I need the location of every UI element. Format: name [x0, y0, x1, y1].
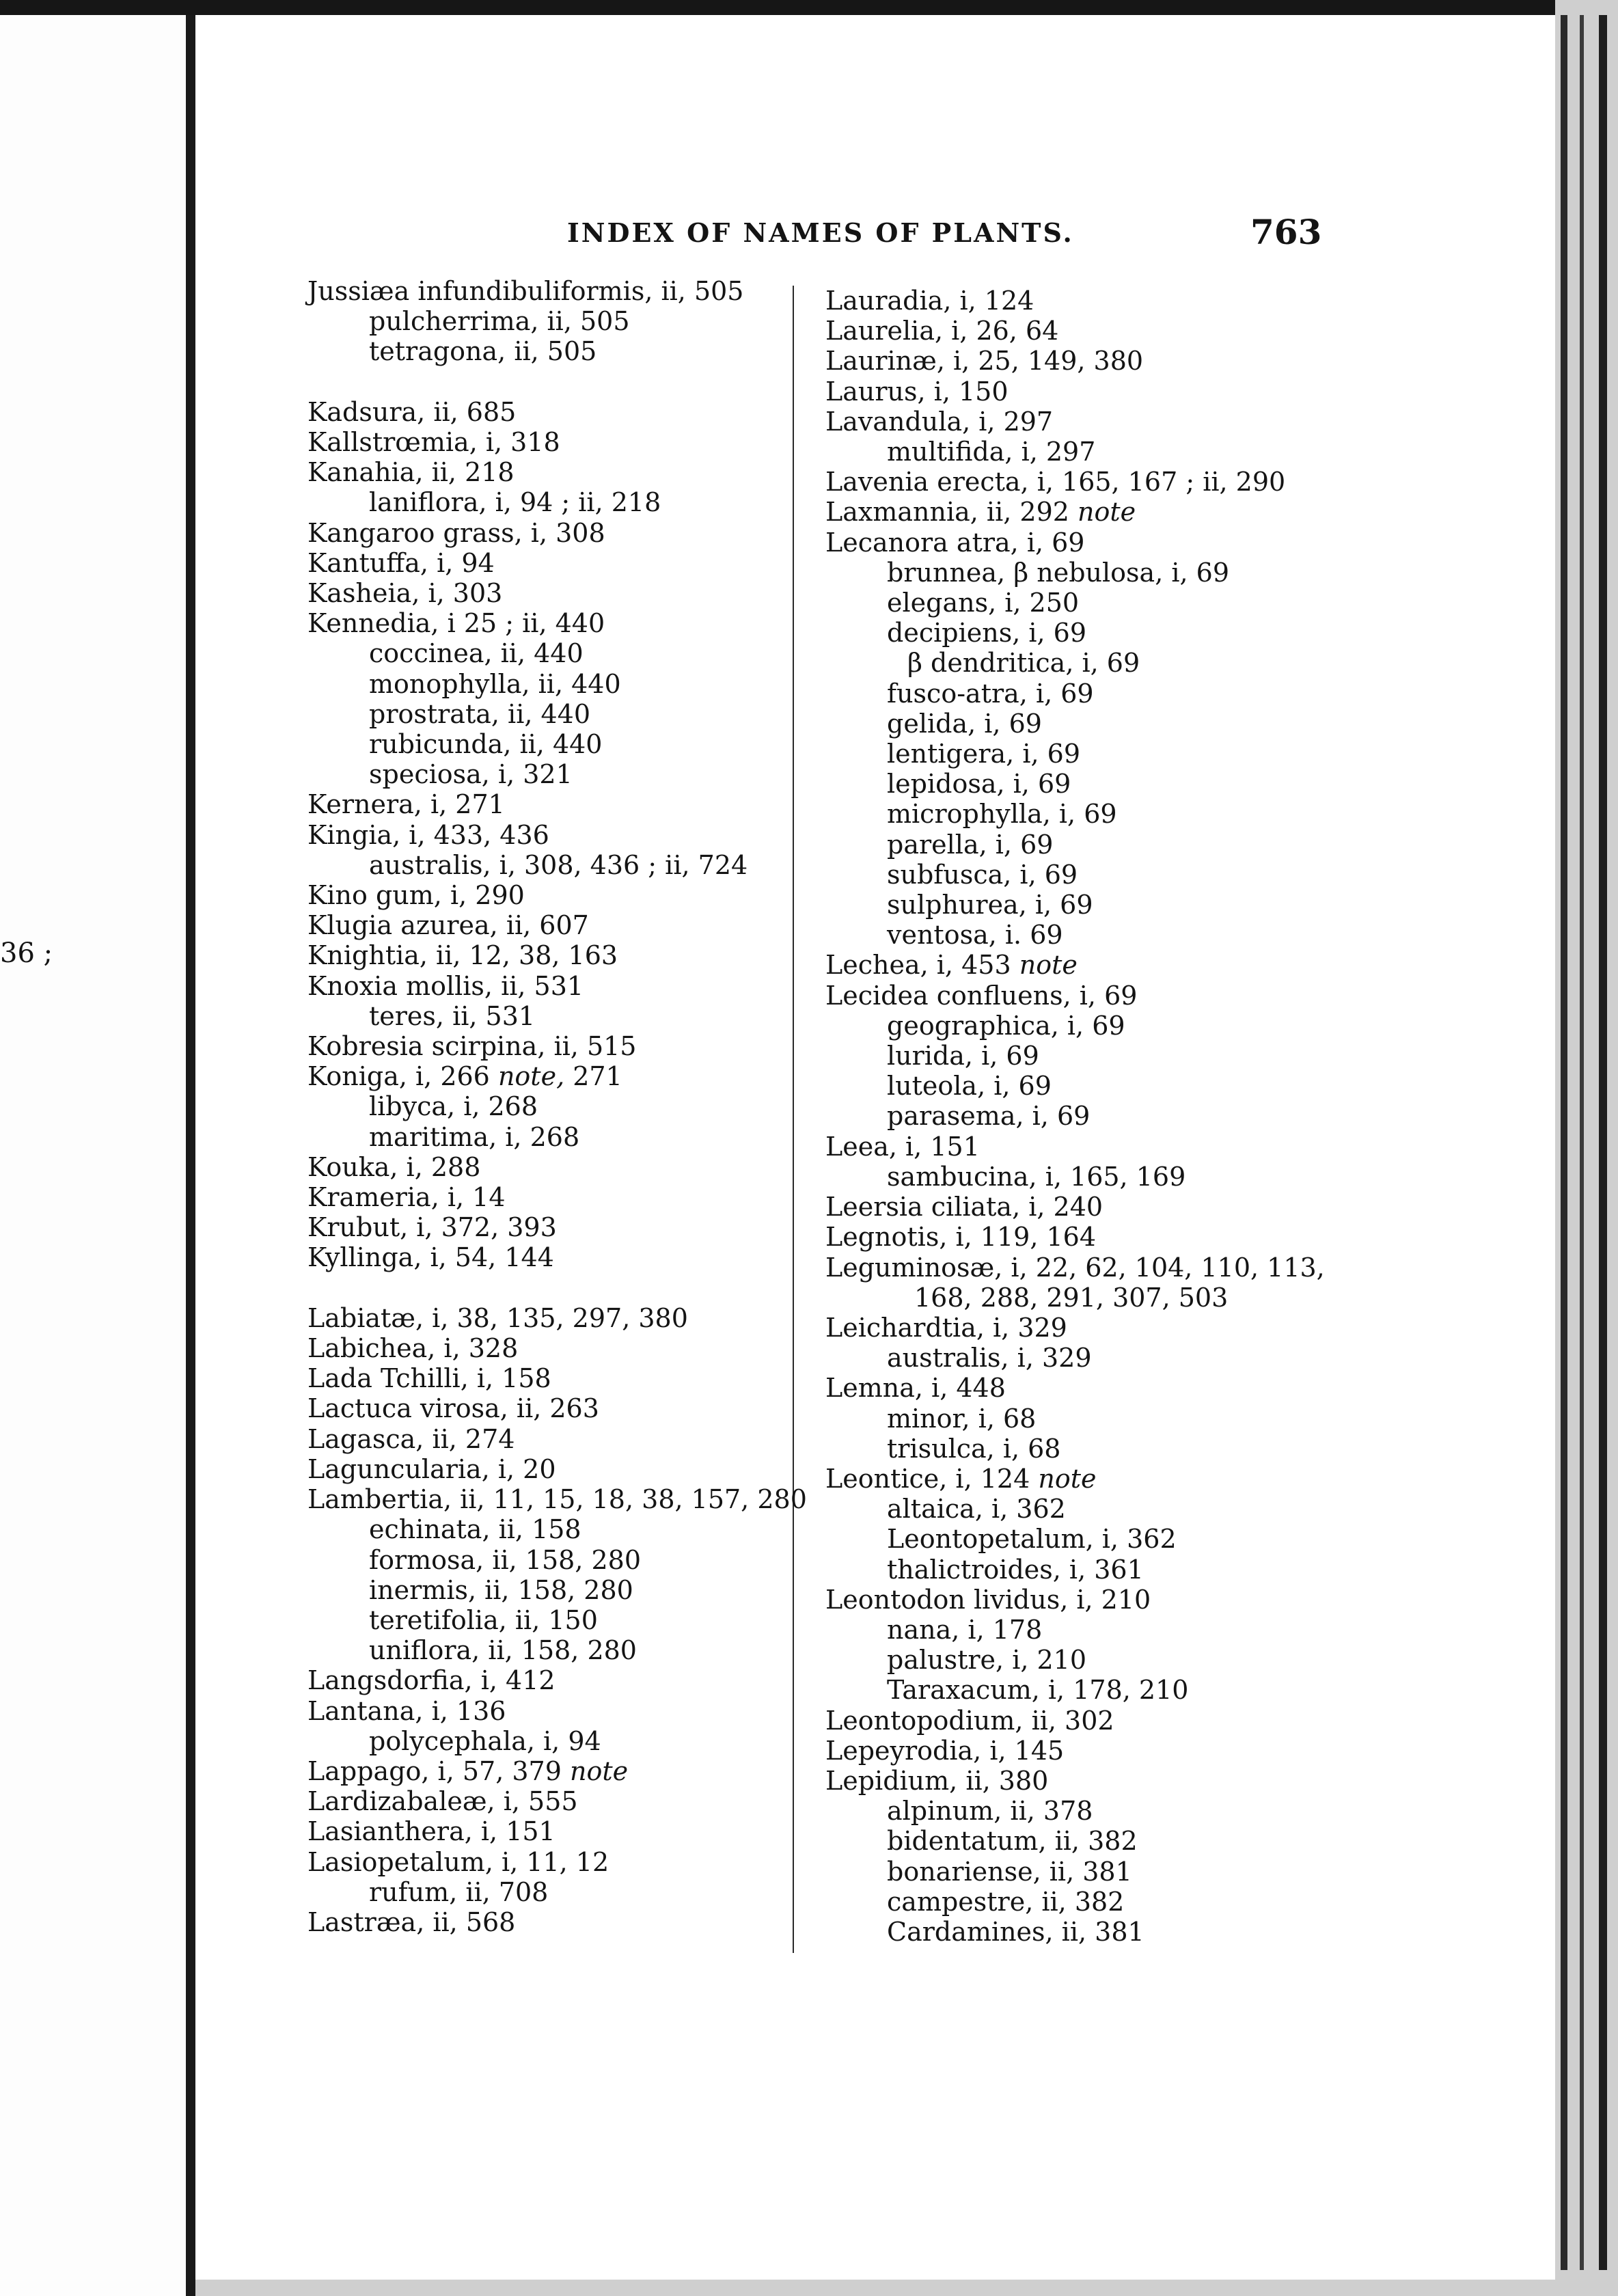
index-subentry — [825, 588, 1331, 618]
entry-text: speciosa, i, 321 — [369, 759, 573, 790]
page-stack-line — [1561, 15, 1567, 2270]
entry-text: Knoxia mollis, ii, 531 — [307, 970, 584, 1001]
entry-text: lentigera, i, 69 — [887, 739, 1080, 769]
index-entry — [825, 950, 1331, 980]
index-subentry — [825, 1796, 1331, 1826]
index-entry — [307, 1242, 786, 1272]
index-section-gap — [307, 1273, 786, 1303]
index-entry — [307, 971, 786, 1001]
index-entry — [825, 407, 1331, 437]
entry-text: lurida, i, 69 — [887, 1041, 1039, 1071]
entry-text: luteola, i, 69 — [887, 1071, 1052, 1102]
entry-text: Kantuffa, i, 94 — [307, 547, 495, 578]
entry-text: teres, ii, 531 — [369, 1000, 536, 1031]
index-entry — [307, 789, 786, 819]
book-gutter — [186, 15, 195, 2296]
index-entry — [825, 1736, 1331, 1766]
entry-text: formosa, ii, 158, 280 — [369, 1544, 642, 1575]
facing-page-fragment: 36 ; — [0, 938, 53, 969]
entry-text: rubicunda, ii, 440 — [369, 729, 603, 760]
index-subentry — [307, 850, 786, 880]
entry-text: laniflora, i, 94 ; ii, 218 — [369, 487, 661, 518]
index-entry — [307, 940, 786, 970]
entry-text: Krubut, i, 372, 393 — [307, 1212, 557, 1243]
entry-text: Leea, i, 151 — [825, 1131, 980, 1162]
index-subentry — [307, 1122, 786, 1152]
index-entry — [307, 1333, 786, 1363]
entry-text: Laurinæ, i, 25, 149, 380 — [825, 346, 1144, 377]
page-stack-line — [1580, 15, 1584, 2270]
entry-text: Leichardtia, i, 329 — [825, 1312, 1067, 1343]
entry-text: Kangaroo grass, i, 308 — [307, 517, 605, 548]
scan-top-border — [0, 0, 1618, 15]
index-section-gap — [307, 367, 786, 397]
index-entry — [307, 1907, 786, 1937]
index-subentry — [825, 920, 1331, 950]
entry-text: Kernera, i, 271 — [307, 789, 505, 820]
index-subentry — [825, 739, 1331, 769]
entry-text: Lantana, i, 136 — [307, 1695, 506, 1726]
entry-text: trisulca, i, 68 — [887, 1433, 1061, 1464]
running-head: INDEX OF NAMES OF PLANTS. — [567, 217, 1074, 248]
entry-text: Cardamines, ii, 381 — [887, 1916, 1144, 1947]
entry-text: Kadsura, ii, 685 — [307, 396, 517, 427]
entry-text: Kasheia, i, 303 — [307, 578, 503, 609]
index-subentry — [825, 558, 1331, 588]
index-entry — [307, 1031, 786, 1061]
entry-text: Lavenia erecta, i, 165, 167 ; ii, 290 — [825, 467, 1286, 497]
column-divider — [793, 286, 794, 1953]
entry-text: Kino gum, i, 290 — [307, 880, 525, 911]
index-subentry — [825, 1615, 1331, 1645]
index-entry — [307, 1182, 786, 1212]
entry-text: Kallstrœmia, i, 318 — [307, 427, 560, 457]
entry-text: parasema, i, 69 — [887, 1101, 1091, 1132]
index-entry — [825, 1253, 1331, 1283]
index-entry — [307, 1363, 786, 1393]
entry-text: decipiens, i, 69 — [887, 618, 1087, 648]
entry-text: nana, i, 178 — [887, 1614, 1043, 1645]
entry-text: Lepeyrodia, i, 145 — [825, 1735, 1065, 1766]
index-subentry — [825, 1857, 1331, 1887]
entry-text: bidentatum, ii, 382 — [887, 1826, 1138, 1857]
entry-text: Labichea, i, 328 — [307, 1333, 519, 1364]
index-subentry — [825, 1011, 1331, 1041]
entry-text: minor, i, 68 — [887, 1403, 1037, 1434]
index-entry — [307, 1152, 786, 1182]
index-subentry — [825, 1675, 1331, 1705]
entry-text: Kouka, i, 288 — [307, 1151, 481, 1182]
entry-text: Lauradia, i, 124 — [825, 286, 1034, 316]
entry-text: Leontice, i, 124 — [825, 1463, 1030, 1494]
index-entry — [825, 1132, 1331, 1162]
index-subentry — [825, 799, 1331, 829]
index-entry — [307, 1484, 807, 1515]
index-subentry — [825, 1524, 1331, 1554]
entry-text: Kingia, i, 433, 436 — [307, 819, 549, 850]
index-subentry — [825, 1826, 1331, 1856]
index-subentry — [825, 618, 1331, 648]
index-subentry — [825, 1071, 1331, 1101]
entry-text: Kennedia, i 25 ; ii, 440 — [307, 608, 605, 639]
index-subentry — [307, 1001, 786, 1031]
index-entry — [307, 1061, 786, 1091]
index-subentry — [825, 1494, 1331, 1524]
entry-text: Leontodon lividus, i, 210 — [825, 1584, 1151, 1615]
index-subentry — [307, 1514, 786, 1544]
entry-text: Kanahia, ii, 218 — [307, 457, 515, 488]
entry-text: lepidosa, i, 69 — [887, 769, 1071, 800]
entry-text: gelida, i, 69 — [887, 708, 1042, 739]
index-subentry — [307, 1091, 786, 1121]
index-entry — [307, 1212, 786, 1242]
entry-text: Krameria, i, 14 — [307, 1182, 506, 1213]
entry-text: altaica, i, 362 — [887, 1494, 1066, 1525]
index-subentry — [307, 1575, 786, 1605]
entry-text: multifida, i, 297 — [887, 437, 1096, 467]
index-subentry — [307, 1877, 786, 1907]
entry-text: tetragona, ii, 505 — [369, 336, 597, 367]
entry-text: Jussiæa infundibuliformis, ii, 505 — [307, 276, 744, 306]
entry-text: Leontopodium, ii, 302 — [825, 1705, 1114, 1736]
index-subentry — [825, 860, 1331, 890]
entry-text: Lemna, i, 448 — [825, 1373, 1006, 1404]
index-entry — [307, 608, 786, 638]
entry-text: monophylla, ii, 440 — [369, 668, 621, 699]
entry-text: parella, i, 69 — [887, 829, 1054, 860]
entry-text: thalictroides, i, 361 — [887, 1554, 1144, 1585]
entry-note: note — [1019, 950, 1078, 981]
entry-text: Lecanora atra, i, 69 — [825, 527, 1085, 558]
index-subentry — [825, 1283, 1331, 1313]
index-entry — [825, 1313, 1331, 1343]
index-entry — [307, 1756, 786, 1786]
entry-text: Lagasca, ii, 274 — [307, 1423, 515, 1454]
index-entry — [825, 1373, 1331, 1403]
entry-text: fusco-atra, i, 69 — [887, 678, 1094, 709]
index-subentry — [307, 336, 786, 366]
entry-note: note — [570, 1755, 629, 1786]
index-subentry — [825, 1343, 1331, 1373]
index-entry — [825, 467, 1331, 497]
entry-text: maritima, i, 268 — [369, 1121, 580, 1152]
entry-text: palustre, i, 210 — [887, 1645, 1087, 1676]
index-entry — [825, 497, 1331, 527]
entry-text: australis, i, 329 — [887, 1343, 1092, 1374]
index-entry — [307, 427, 786, 457]
index-entry — [307, 1696, 786, 1726]
index-subentry — [307, 638, 786, 668]
entry-text: Lasianthera, i, 151 — [307, 1816, 556, 1847]
index-subentry — [307, 669, 786, 699]
entry-text: bonariense, ii, 381 — [887, 1856, 1132, 1887]
entry-text: Lavandula, i, 297 — [825, 406, 1054, 437]
index-entry — [307, 518, 786, 548]
page-bottom-edge — [195, 2280, 1555, 2296]
entry-text: Legnotis, i, 119, 164 — [825, 1222, 1097, 1253]
index-subentry — [825, 437, 1331, 467]
entry-note: note — [1078, 497, 1136, 528]
entry-text: teretifolia, ii, 150 — [369, 1604, 598, 1635]
entry-text: subfusca, i, 69 — [887, 859, 1078, 890]
index-subentry — [825, 1162, 1331, 1192]
index-entry — [307, 820, 786, 850]
entry-text: Lecidea confluens, i, 69 — [825, 980, 1138, 1011]
entry-text: alpinum, ii, 378 — [887, 1796, 1093, 1827]
entry-text: Taraxacum, i, 178, 210 — [887, 1675, 1189, 1706]
index-subentry — [825, 709, 1331, 739]
index-entry — [825, 346, 1331, 376]
index-entry — [307, 276, 786, 306]
entry-text: Lepidium, ii, 380 — [825, 1765, 1049, 1796]
index-column-left — [307, 276, 807, 1937]
index-subentry — [825, 890, 1331, 920]
entry-text: Kobresia scirpina, ii, 515 — [307, 1031, 637, 1062]
entry-text: Lasiopetalum, i, 11, 12 — [307, 1846, 609, 1877]
entry-text: microphylla, i, 69 — [887, 799, 1117, 830]
entry-text: Lastræa, ii, 568 — [307, 1906, 516, 1937]
index-entry — [307, 910, 786, 940]
entry-text: Kyllinga, i, 54, 144 — [307, 1242, 554, 1273]
index-entry — [307, 1847, 786, 1877]
index-entry — [825, 377, 1331, 407]
index-subentry — [825, 1434, 1331, 1464]
index-subentry — [825, 648, 1331, 678]
index-subentry — [307, 759, 786, 789]
entry-text: campestre, ii, 382 — [887, 1886, 1125, 1917]
entry-text: libyca, i, 268 — [369, 1091, 538, 1122]
entry-text: geographica, i, 69 — [887, 1010, 1125, 1041]
index-subentry — [307, 729, 786, 759]
entry-text: Leontopetalum, i, 362 — [887, 1524, 1177, 1555]
entry-text: Langsdorfia, i, 412 — [307, 1665, 556, 1696]
entry-text: ventosa, i. 69 — [887, 920, 1063, 951]
index-entry — [307, 1424, 786, 1454]
entry-text: Lechea, i, 453 — [825, 950, 1011, 981]
entry-text: echinata, ii, 158 — [369, 1514, 581, 1545]
entry-text: polycephala, i, 94 — [369, 1725, 601, 1756]
entry-text: Lambertia, ii, 11, 15, 18, 38, 157, 280 — [307, 1484, 807, 1515]
index-entry — [307, 1303, 786, 1333]
entry-text: Knightia, ii, 12, 38, 163 — [307, 940, 618, 971]
entry-text: elegans, i, 250 — [887, 588, 1080, 618]
index-entry — [307, 1393, 786, 1423]
index-subentry — [307, 1545, 786, 1575]
entry-text: Leersia ciliata, i, 240 — [825, 1192, 1103, 1222]
entry-text: brunnea, β nebulosa, i, 69 — [887, 557, 1230, 588]
index-entry — [825, 1222, 1331, 1252]
index-subentry — [825, 1101, 1331, 1131]
index-subentry — [825, 1555, 1331, 1585]
entry-text: Lardizabaleæ, i, 555 — [307, 1786, 578, 1817]
entry-text: Laguncularia, i, 20 — [307, 1453, 556, 1484]
entry-text: rufum, ii, 708 — [369, 1876, 549, 1907]
entry-text: sambucina, i, 165, 169 — [887, 1161, 1186, 1192]
index-entry — [307, 578, 786, 608]
index-entry — [825, 981, 1331, 1011]
index-subentry — [825, 1917, 1331, 1947]
index-entry — [825, 1192, 1331, 1222]
index-subentry — [825, 1041, 1331, 1071]
entry-text: coccinea, ii, 440 — [369, 638, 584, 669]
index-subentry — [825, 1404, 1331, 1434]
entry-text: Laurelia, i, 26, 64 — [825, 316, 1059, 346]
entry-text: Lappago, i, 57, 379 — [307, 1755, 562, 1786]
index-entry — [825, 1585, 1331, 1615]
entry-text: australis, i, 308, 436 ; ii, 724 — [369, 849, 748, 880]
index-entry — [825, 1766, 1331, 1796]
entry-text: 168, 288, 291, 307, 503 — [914, 1282, 1229, 1313]
index-entry — [307, 457, 786, 487]
index-subentry — [307, 1635, 786, 1665]
index-subentry — [307, 1726, 786, 1756]
entry-text: Laurus, i, 150 — [825, 376, 1009, 407]
index-entry — [307, 548, 786, 578]
entry-text: Leguminosæ, i, 22, 62, 104, 110, 113, — [825, 1252, 1325, 1283]
index-entry — [825, 1706, 1331, 1736]
page-number: 763 — [1250, 212, 1322, 252]
entry-text: prostrata, ii, 440 — [369, 698, 591, 729]
index-subentry — [825, 769, 1331, 799]
index-entry — [825, 1464, 1331, 1494]
index-entry — [307, 880, 786, 910]
entry-text-after: 271 — [564, 1061, 622, 1092]
entry-text: Labiatæ, i, 38, 135, 297, 380 — [307, 1302, 688, 1333]
index-subentry — [307, 1605, 786, 1635]
index-entry — [307, 1816, 786, 1846]
index-subentry — [307, 306, 786, 336]
entry-text: inermis, ii, 158, 280 — [369, 1574, 633, 1605]
index-entry — [307, 1786, 786, 1816]
index-entry — [307, 1454, 786, 1484]
index-subentry — [307, 699, 786, 729]
index-entry — [307, 397, 786, 427]
entry-text: Koniga, i, 266 — [307, 1061, 490, 1092]
entry-text: Klugia azurea, ii, 607 — [307, 910, 589, 941]
entry-text: sulphurea, i, 69 — [887, 890, 1093, 920]
entry-text: Lactuca virosa, ii, 263 — [307, 1393, 599, 1424]
entry-note: note, — [497, 1061, 565, 1092]
index-subentry — [825, 679, 1331, 709]
entry-text: pulcherrima, ii, 505 — [369, 306, 630, 337]
index-subentry — [307, 487, 786, 517]
facing-page-edge — [0, 15, 191, 2296]
index-subentry — [825, 1645, 1331, 1675]
index-entry — [825, 286, 1331, 316]
index-entry — [825, 528, 1331, 558]
entry-text: β dendritica, i, 69 — [907, 648, 1140, 679]
entry-text: uniflora, ii, 158, 280 — [369, 1635, 637, 1666]
page-stack-line — [1599, 15, 1607, 2270]
entry-note: note — [1038, 1463, 1097, 1494]
index-entry — [825, 316, 1331, 346]
index-subentry — [825, 1887, 1331, 1917]
index-entry — [307, 1665, 786, 1695]
entry-text: Laxmannia, ii, 292 — [825, 497, 1069, 528]
index-column-right — [825, 286, 1331, 1947]
index-subentry — [825, 830, 1331, 860]
entry-text: Lada Tchilli, i, 158 — [307, 1363, 551, 1394]
